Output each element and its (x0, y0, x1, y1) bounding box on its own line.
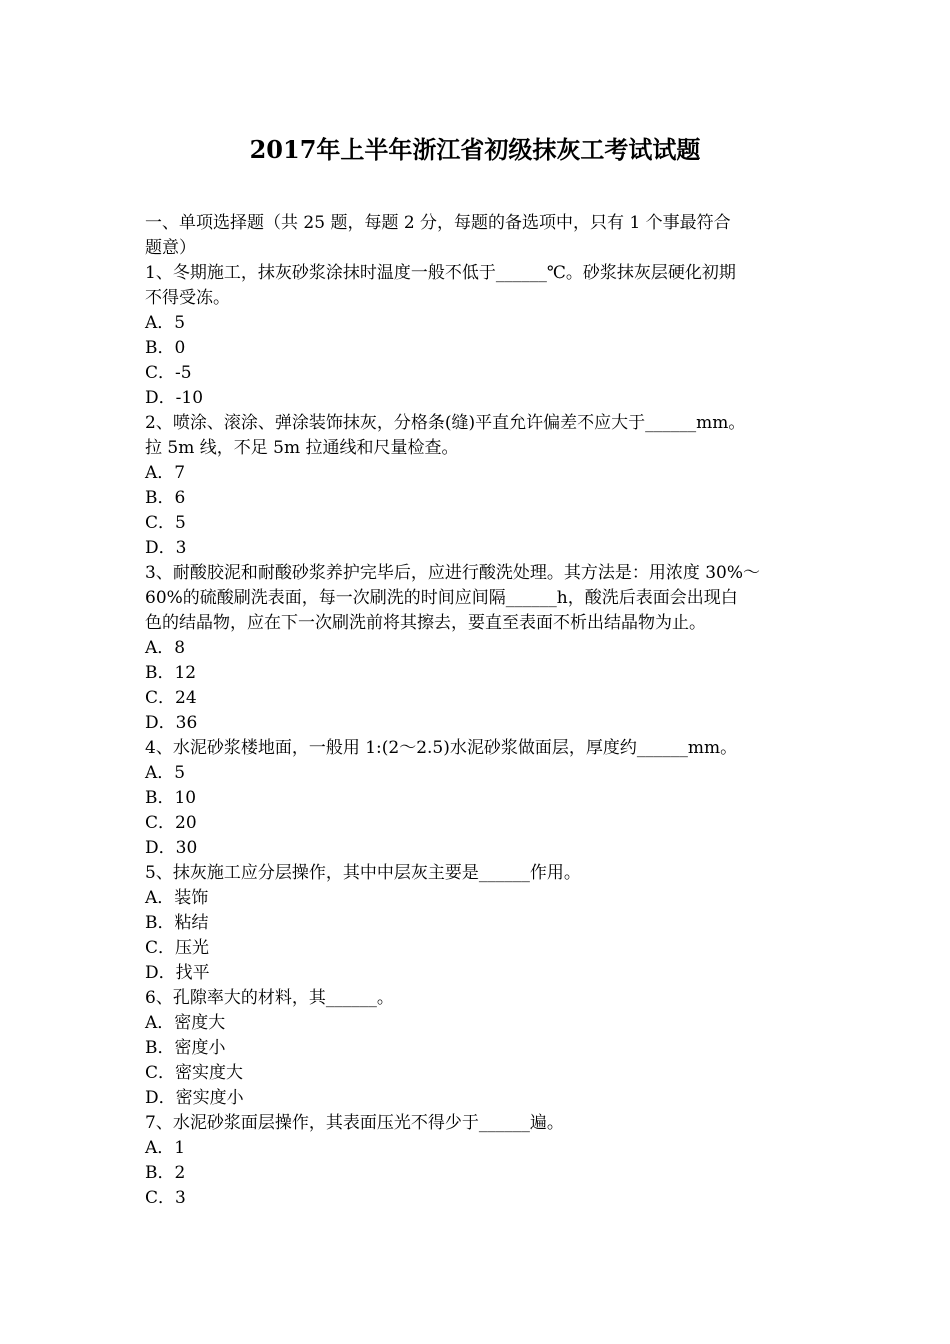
text-line: A．密度大 (145, 1013, 226, 1033)
text-line: B．0 (145, 338, 186, 358)
text-line: C．20 (145, 813, 197, 833)
text-line: D．密实度小 (145, 1088, 244, 1108)
text-line: 1、冬期施工，抹灰砂浆涂抹时温度一般不低于______℃。砂浆抹灰层硬化初期 (145, 263, 736, 283)
text-line: A．7 (145, 463, 186, 483)
text-line: D．3 (145, 538, 187, 558)
text-line: 不得受冻。 (145, 288, 230, 308)
document-body (145, 211, 810, 1211)
text-line: C．密实度大 (145, 1063, 244, 1083)
text-line: 4、水泥砂浆楼地面，一般用 1:(2～2.5)水泥砂浆做面层，厚度约______mm。 (145, 738, 738, 758)
text-line: 7、水泥砂浆面层操作，其表面压光不得少于______遍。 (145, 1113, 564, 1133)
text-line: B．粘结 (145, 913, 209, 933)
text-line: D．找平 (145, 963, 210, 983)
text-line: C．-5 (145, 363, 192, 383)
text-line: 2、喷涂、滚涂、弹涂装饰抹灰，分格条(缝)平直允许偏差不应大于______mm。 (145, 413, 746, 433)
text-line: 一、单项选择题（共 25 题，每题 2 分，每题的备选项中，只有 1 个事最符合 (145, 213, 731, 233)
text-line: A．1 (145, 1138, 186, 1158)
text-line: 6、孔隙率大的材料，其______。 (145, 988, 394, 1008)
text-line: C．3 (145, 1188, 186, 1208)
text-line: B．6 (145, 488, 186, 508)
text-line: D．-10 (145, 388, 204, 408)
text-line: C．5 (145, 513, 186, 533)
text-line: 拉 5m 线，不足 5m 拉通线和尺量检查。 (145, 438, 459, 458)
text-line: D．36 (145, 713, 198, 733)
text-line: A．5 (145, 313, 186, 333)
text-line: A．8 (145, 638, 186, 658)
text-line: 3、耐酸胶泥和耐酸砂浆养护完毕后，应进行酸洗处理。其方法是：用浓度 30%～ (145, 563, 761, 583)
text-line: C．压光 (145, 938, 210, 958)
text-line: A．装饰 (145, 888, 209, 908)
text-line: B．12 (145, 663, 197, 683)
text-line: B．密度小 (145, 1038, 226, 1058)
text-line: B．10 (145, 788, 197, 808)
document-title: 2017年上半年浙江省初级抹灰工考试试题 (249, 135, 701, 164)
text-line: D．30 (145, 838, 198, 858)
text-line: A．5 (145, 763, 186, 783)
text-line: 5、抹灰施工应分层操作，其中中层灰主要是______作用。 (145, 863, 581, 883)
text-line: B．2 (145, 1163, 186, 1183)
text-line: 60%的硫酸刷洗表面，每一次刷洗的时间应间隔______h，酸洗后表面会出现白 (145, 588, 738, 608)
text-line: 色的结晶物，应在下一次刷洗前将其擦去，要直至表面不析出结晶物为止。 (145, 613, 706, 633)
text-line: 题意） (145, 238, 196, 258)
text-line: C．24 (145, 688, 197, 708)
